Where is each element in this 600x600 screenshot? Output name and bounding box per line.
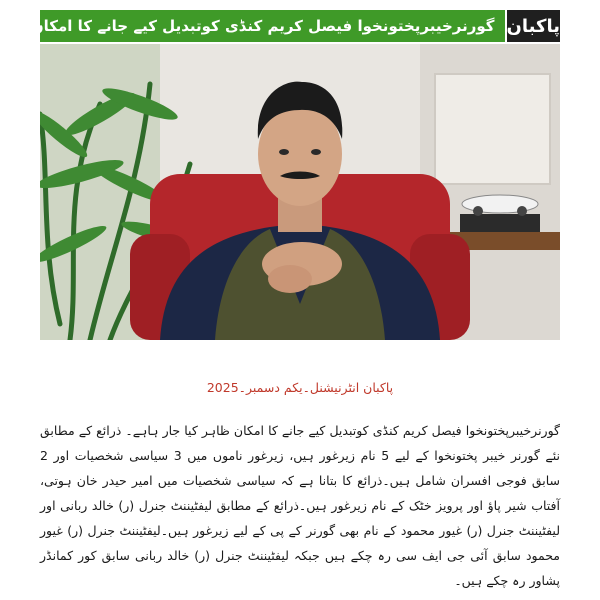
article-body: گورنرخیبرپختونخوا فیصل کریم کنڈی کوتبدیل کیے جانے کا امکان ظاہر کیا جار ہاہے۔ ذرائع کے مطابق نئے گورنر خیبر پختونخوا کے لیے 5 نام زیرغور ہیں، زیرغور ناموں میں 3 سیاسی شخصیات اور 2 سابق فوجی افسران شامل ہیں۔ذرائع کا بتانا ہے کہ سیاسی شخصیات میں امیر حیدر خان ہوتی، آفتاب شیر پاؤ اور پرویز خٹک کے نام زیرغور ہیں۔ذرائع کے مطابق لیفٹیننٹ جنرل (ر) خالد ربانی اور لیفٹیننٹ جنرل (ر) غیور محمود کے نام بھی گورنر کے پی کے لیے زیرغور ہیں۔لیفٹیننٹ جنرل (ر) غیور محمود سابق آئی جی ایف سی رہ چکے ہیں جبکہ لیفٹیننٹ جنرل (ر) خالد ربانی سابق کور کمانڈر پشاور رہ چکے ہیں۔	[40, 423, 560, 588]
byline: پاکبان انٹرنیشنل۔یکم دسمبر۔2025	[206, 380, 394, 395]
header-banner	[30, 10, 560, 42]
brand-logo[interactable]	[505, 10, 560, 42]
article-photo	[40, 44, 560, 340]
headline: گورنرخیبرپختونخوا فیصل کریم کنڈی کوتبدیل کیے جانے کا امکان	[30, 17, 495, 35]
brand-label: پاکبان	[506, 15, 560, 37]
portrait-photo-icon	[40, 44, 560, 340]
